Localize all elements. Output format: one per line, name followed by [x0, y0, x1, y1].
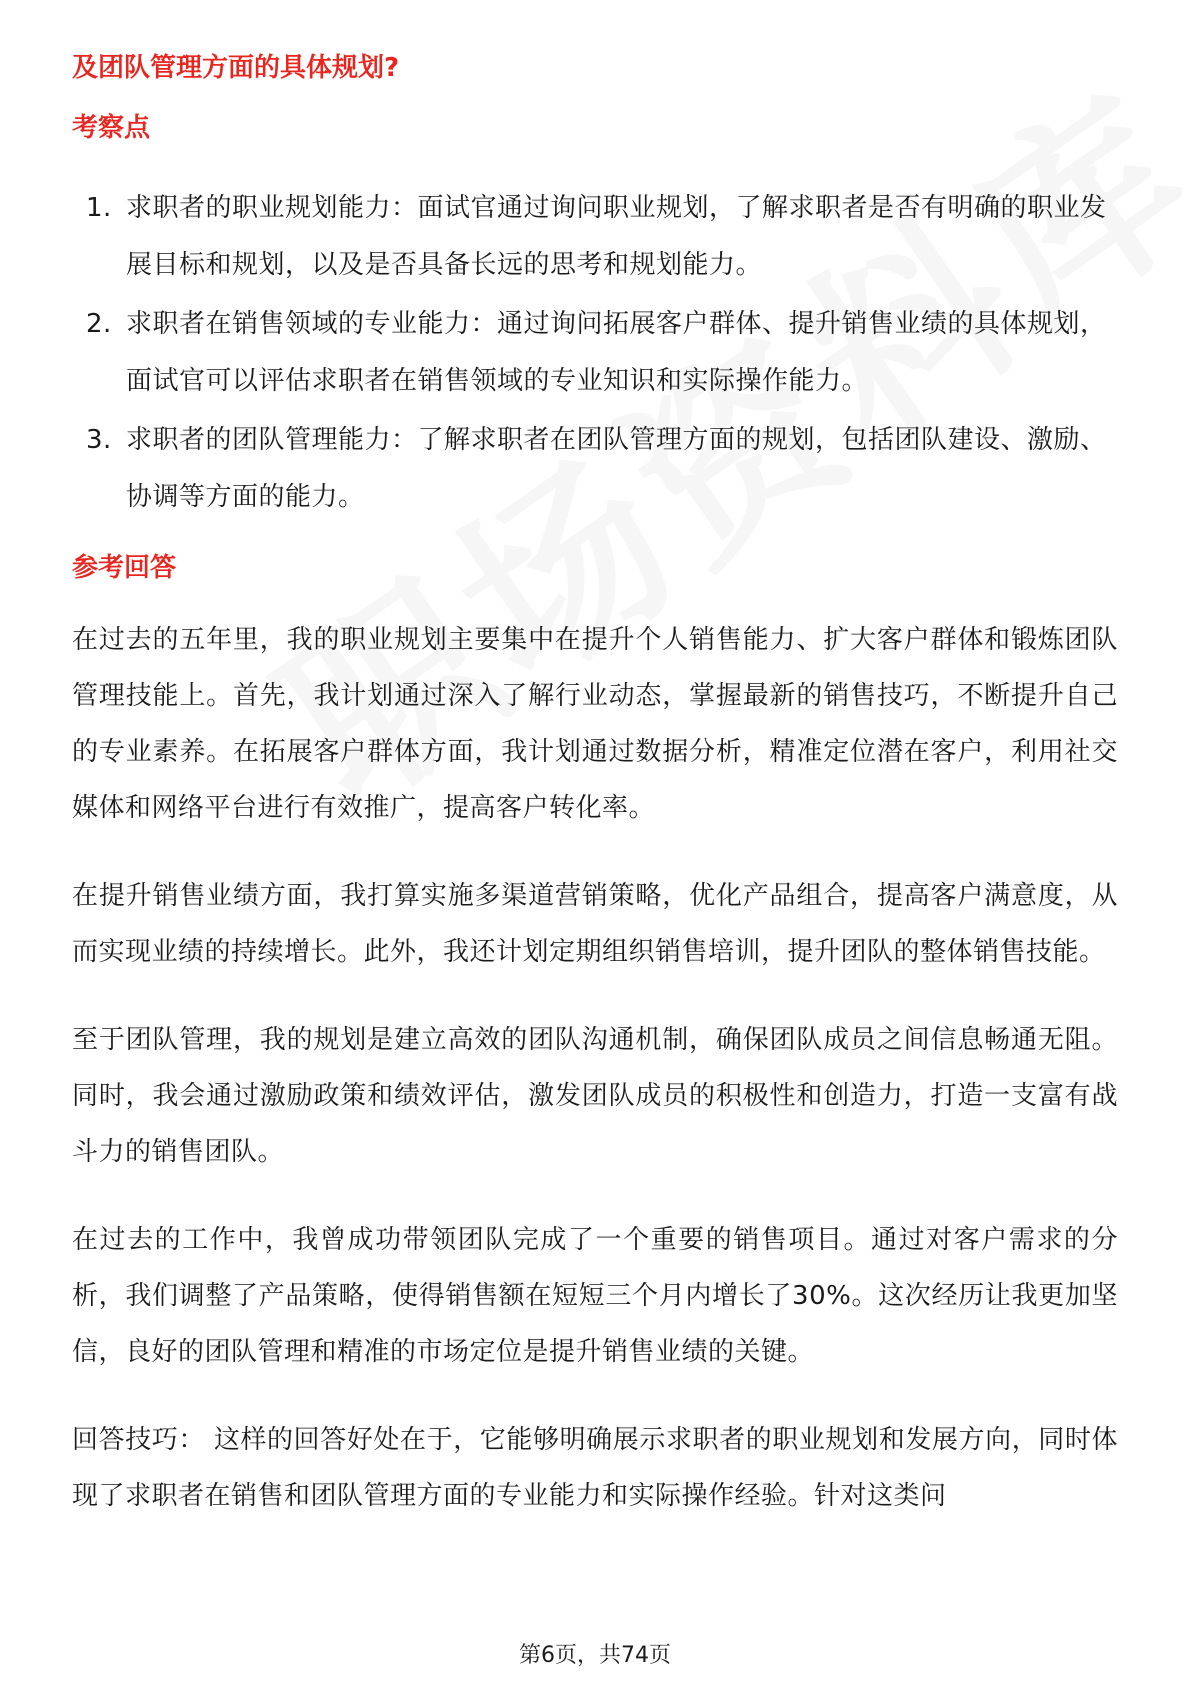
answer-paragraph: 在过去的工作中，我曾成功带领团队完成了一个重要的销售项目。通过对客户需求的分析，我们调整了产品策略，使得销售额在短短三个月内增长了30%。这次经历让我更加坚信，良好的团队管理和精准的市场定位是提升销售业绩的关键。: [72, 1225, 1118, 1367]
page-number: 第6页，共74页: [519, 1643, 671, 1668]
list-item-text: 求职者的职业规划能力：面试官通过询问职业规划，了解求职者是否有明确的职业发展目标和规划，以及是否具备长远的思考和规划能力。: [126, 193, 1107, 280]
answer-paragraph: 至于团队管理，我的规划是建立高效的团队沟通机制，确保团队成员之间信息畅通无阻。同时，我会通过激励政策和绩效评估，激发团队成员的积极性和创造力，打造一支富有战斗力的销售团队。: [72, 1025, 1118, 1167]
answer-paragraph: 回答技巧： 这样的回答好处在于，它能够明确展示求职者的职业规划和发展方向，同时体现了求职者在销售和团队管理方面的专业能力和实际操作经验。针对这类问: [72, 1425, 1118, 1511]
points-list: [72, 180, 1118, 528]
section-heading-points: 考察点: [72, 113, 151, 143]
list-item-number: 1.: [86, 193, 112, 223]
answer-paragraph: 在过去的五年里，我的职业规划主要集中在提升个人销售能力、扩大客户群体和锻炼团队管理技能上。首先，我计划通过深入了解行业动态，掌握最新的销售技巧，不断提升自己的专业素养。在拓展客户群体方面，我计划通过数据分析，精准定位潜在客户，利用社交媒体和网络平台进行有效推广，提高客户转化率。: [72, 625, 1118, 823]
answer-body: [72, 612, 1118, 1556]
list-item-text: 求职者在销售领域的专业能力：通过询问拓展客户群体、提升销售业绩的具体规划，面试官可以评估求职者在销售领域的专业知识和实际操作能力。: [126, 309, 1107, 396]
answer-paragraph: 在提升销售业绩方面，我打算实施多渠道营销策略，优化产品组合，提高客户满意度，从而实现业绩的持续增长。此外，我还计划定期组织销售培训，提升团队的整体销售技能。: [72, 881, 1118, 967]
page-title: 及团队管理方面的具体规划?: [72, 53, 400, 83]
list-item: [72, 180, 1118, 294]
list-item: [72, 412, 1118, 526]
list-item-text: 求职者的团队管理能力：了解求职者在团队管理方面的规划，包括团队建设、激励、协调等方面的能力。: [126, 425, 1107, 512]
list-item-number: 3.: [86, 425, 112, 455]
section-heading-answer: 参考回答: [72, 553, 177, 583]
list-item: [72, 296, 1118, 410]
list-item-number: 2.: [86, 309, 112, 339]
